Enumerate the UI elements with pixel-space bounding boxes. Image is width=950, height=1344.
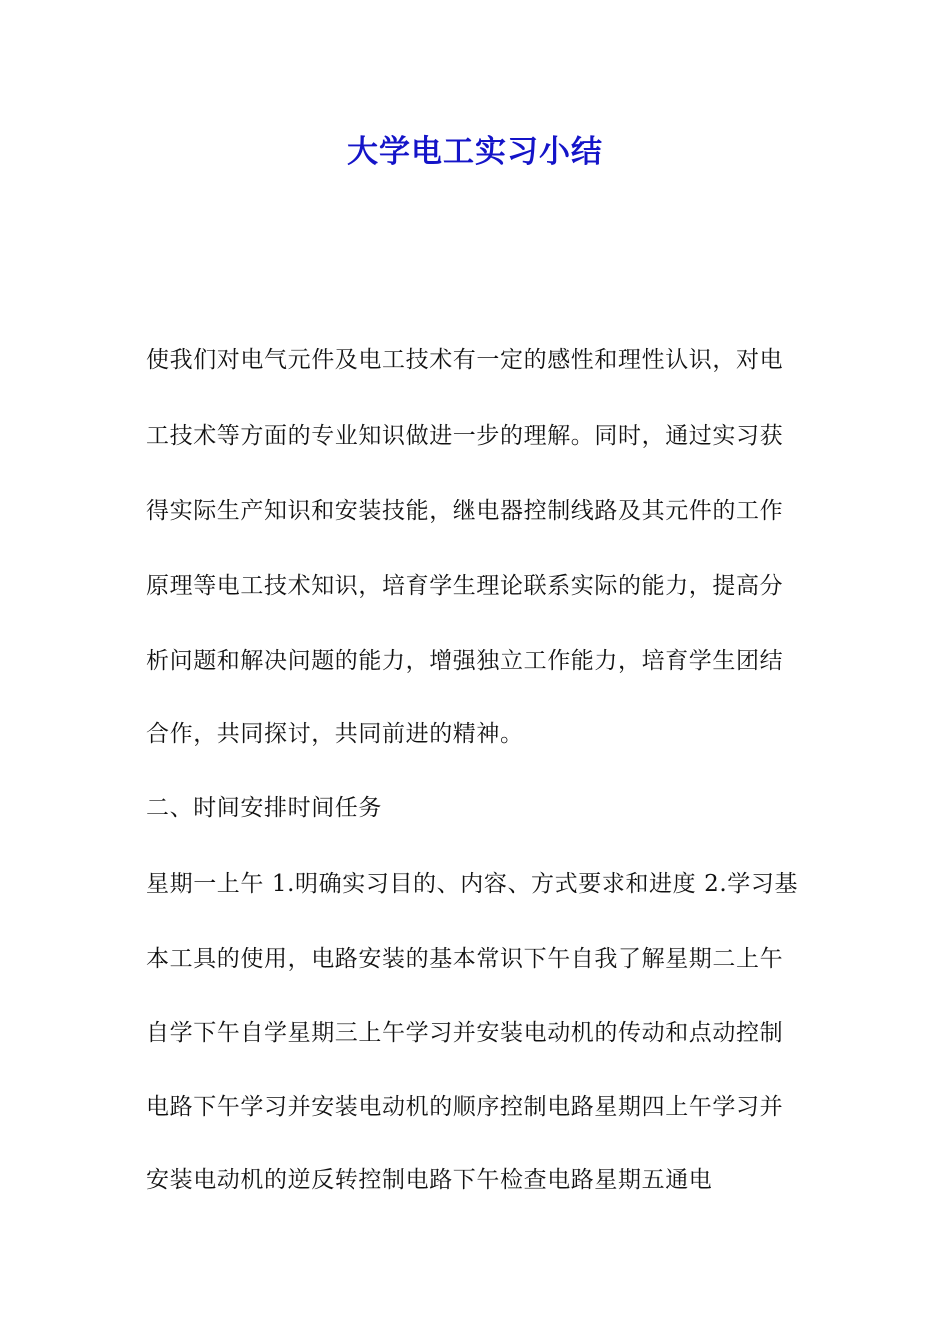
paragraph-line: 本工具的使用，电路安装的基本常识下午自我了解星期二上午 (146, 946, 784, 972)
paragraph-line: 原理等电工技术知识，培育学生理论联系实际的能力，提高分 (146, 573, 784, 599)
paragraph-line: 使我们对电气元件及电工技术有一定的感性和理性认识，对电 (146, 347, 784, 373)
page-title: 大学电工实习小结 (347, 134, 603, 170)
paragraph-line: 得实际生产知识和安装技能，继电器控制线路及其元件的工作 (146, 498, 784, 524)
paragraph-line: 自学下午自学星期三上午学习并安装电动机的传动和点动控制 (146, 1020, 784, 1046)
paragraph-line: 析问题和解决问题的能力，增强独立工作能力，培育学生团结 (146, 648, 784, 674)
paragraph-line: 安装电动机的逆反转控制电路下午检查电路星期五通电 (146, 1167, 713, 1193)
paragraph-line: 电路下午学习并安装电动机的顺序控制电路星期四上午学习并 (146, 1094, 784, 1120)
paragraph-line: 合作，共同探讨，共同前进的精神。 (146, 721, 524, 747)
paragraph-line: 星期一上午 1.明确实习目的、内容、方式要求和进度 2.学习基 (146, 871, 799, 897)
section-heading: 二、时间安排时间任务 (146, 795, 382, 821)
paragraph-line: 工技术等方面的专业知识做进一步的理解。同时，通过实习获 (146, 423, 784, 449)
